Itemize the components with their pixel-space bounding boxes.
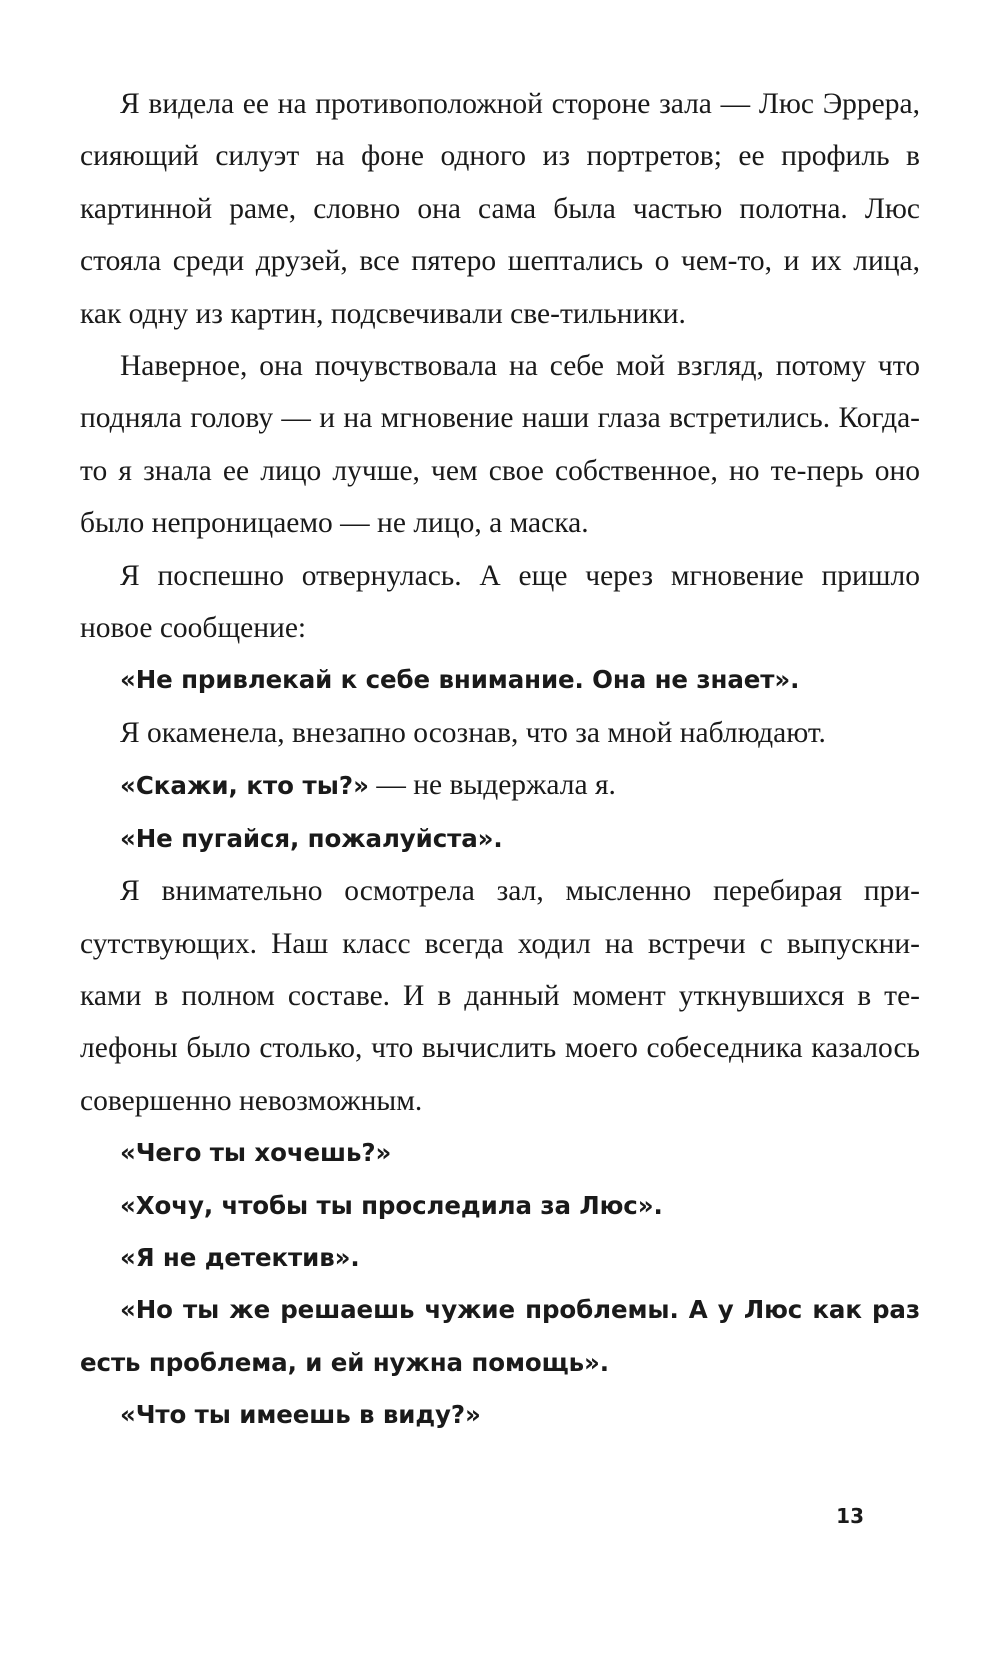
message-1: «Не привлекай к себе внимание. Она не знает». <box>120 665 800 695</box>
message-5: «Хочу, чтобы ты проследила за Люс». <box>120 1190 663 1220</box>
paragraph-1: Я видела ее на противоположной стороне зала — Люс Эррера, сияющий силуэт на фоне одного из портретов; ее профиль в картинной раме, словно она сама была частью полотна. Люс стояла среди друзей, все пятеро шептались о чем-то, и их лица, как одну из картин, подсвечивали све-тильники. <box>80 88 920 330</box>
message-6: «Я не детектив». <box>120 1242 360 1272</box>
page-text <box>80 78 920 1442</box>
message-3: «Не пугайся, пожалуйста». <box>120 823 503 853</box>
paragraph-6: Я внимательно осмотрела зал, мысленно перебирая при-сутствующих. Наш класс всегда ходил на встречи с выпускни-ками в полном составе. И в данный момент уткнувшихся в те-лефоны было столько, что вычислить моего собеседника казалось совершенно невозможным. <box>80 875 920 1117</box>
paragraph-3: Я поспешно отвернулась. А еще через мгновение пришло новое сообщение: <box>80 559 920 645</box>
paragraph-4: Я окаменела, внезапно осознав, что за мной наблюдают. <box>120 716 826 749</box>
message-4: «Чего ты хочешь?» <box>120 1138 392 1168</box>
message-7: «Но ты же решаешь чужие проблемы. А у Люс как раз есть проблема, и ей нужна помощь». <box>80 1295 920 1377</box>
message-2: «Скажи, кто ты?» <box>120 771 369 801</box>
paragraph-5 <box>80 759 920 812</box>
paragraph-5-tail: — не выдержала я. <box>368 769 616 802</box>
paragraph-2: Наверное, она почувствовала на себе мой взгляд, потому что подняла голову — и на мгновение наши глаза встретились. Когда-то я знала ее лицо лучше, чем свое собственное, но те-перь оно было непроницаемо — не лицо, а маска. <box>80 350 920 540</box>
message-8: «Что ты имеешь в виду?» <box>120 1400 481 1430</box>
page-number: 13 <box>836 1504 864 1528</box>
